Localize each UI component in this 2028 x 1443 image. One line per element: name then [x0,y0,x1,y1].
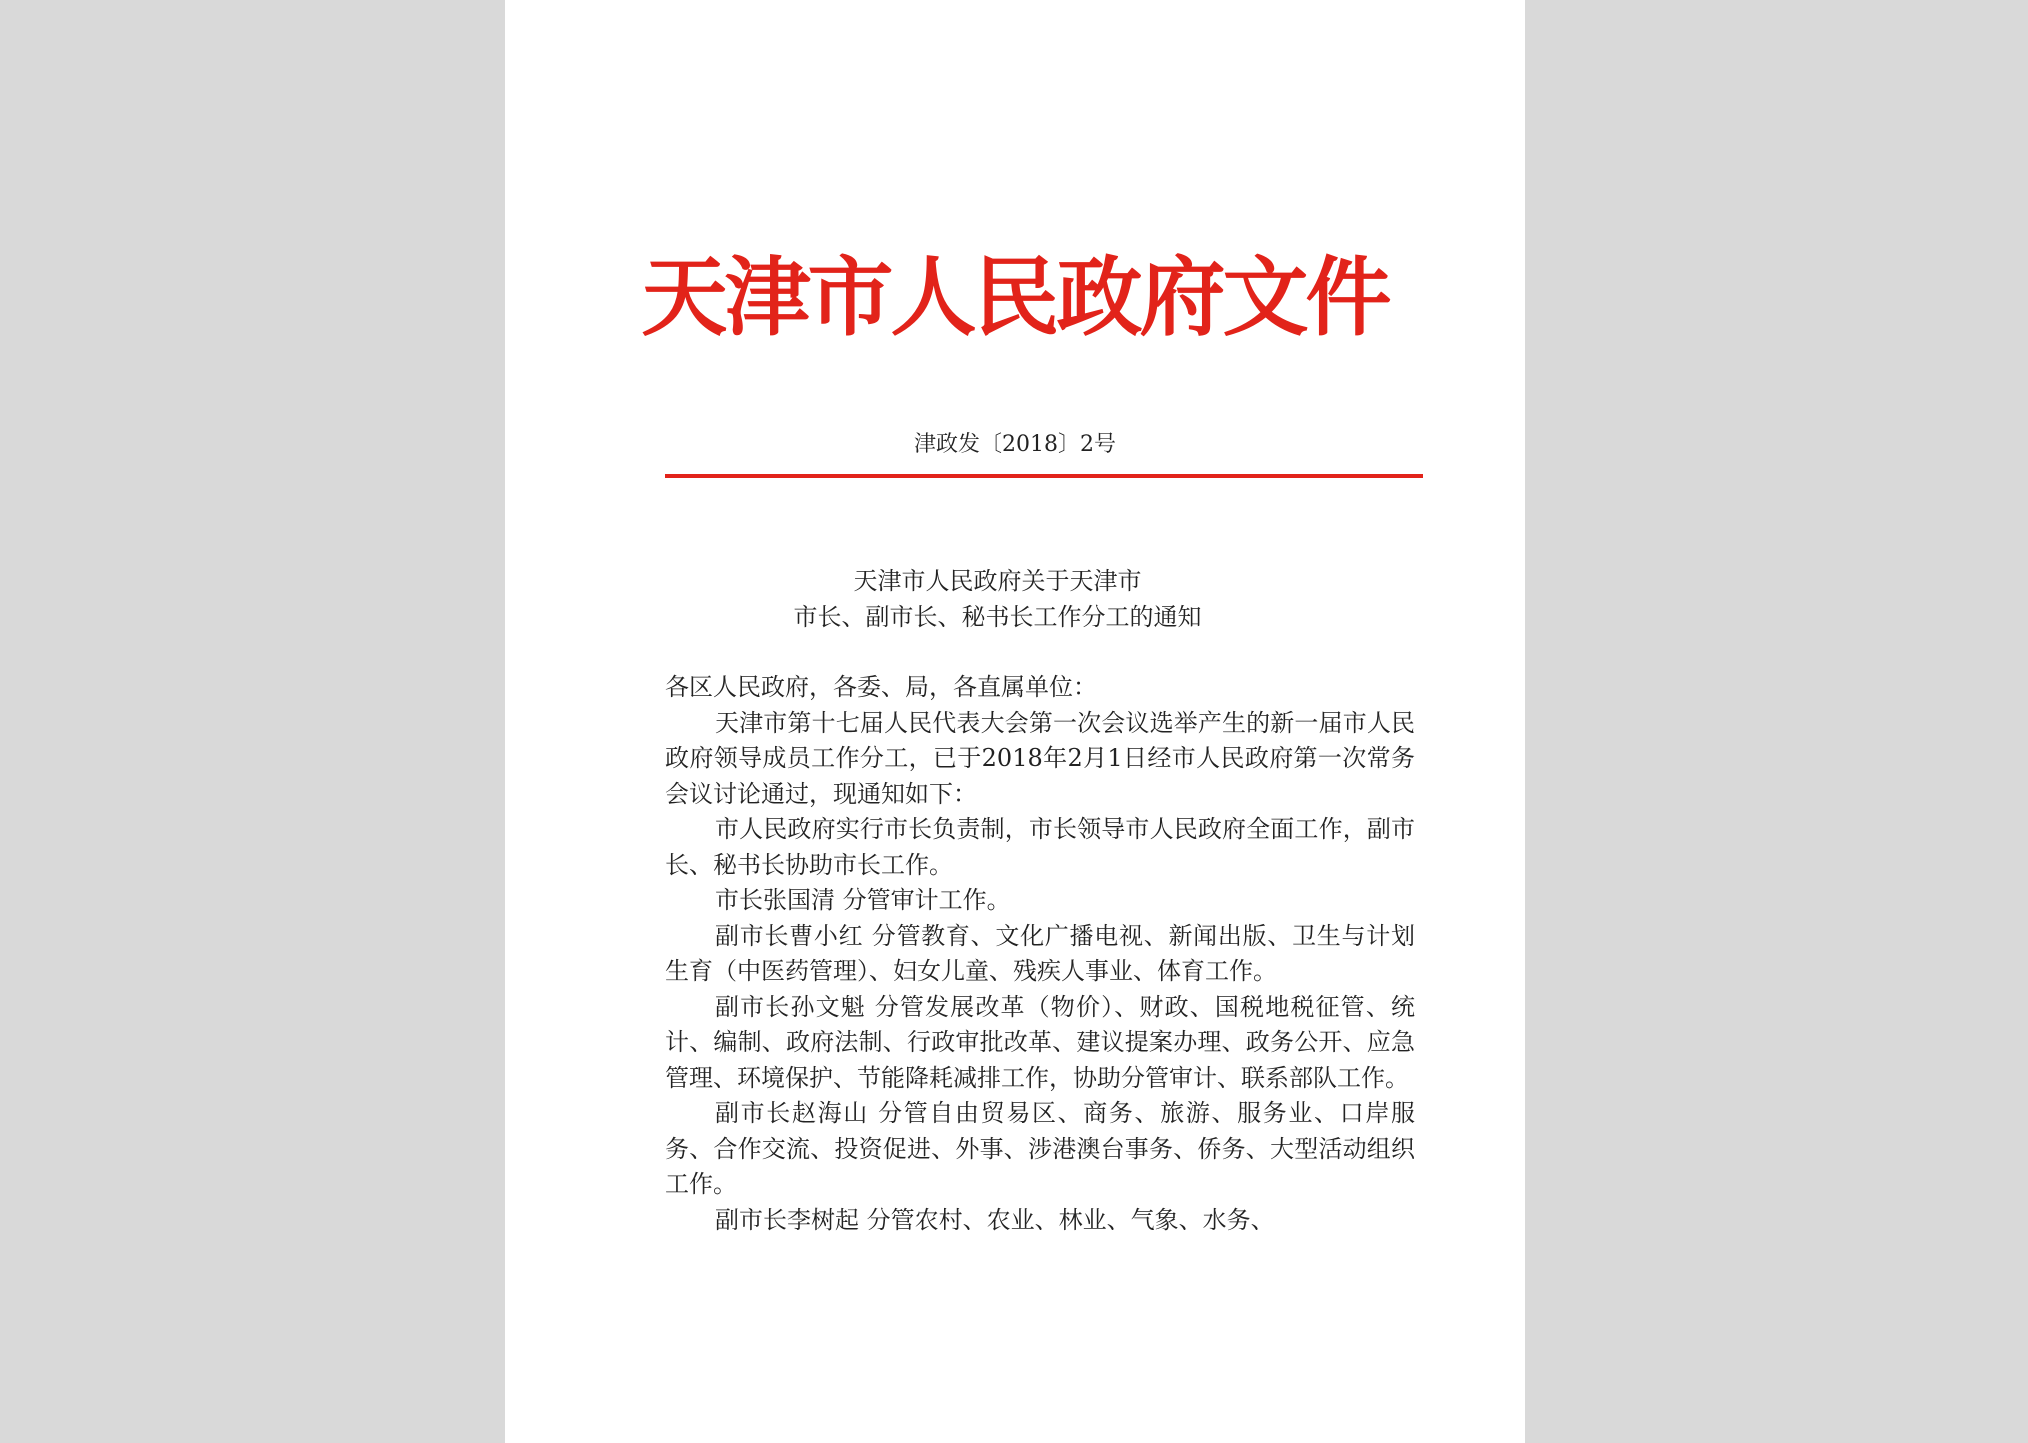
paragraph: 副市长李树起 分管农村、农业、林业、气象、水务、 [715,1205,1275,1234]
notice-title-line-1: 天津市人民政府关于天津市 [853,567,1142,595]
paragraph: 天津市第十七届人民代表大会第一次会议选举产生的新一届市人民政府领导成员工作分工，已于2018年2月1日经市人民政府第一次常务会议讨论通过，现通知如下： [665,708,1415,808]
paragraph: 副市长孙文魁 分管发展改革（物价）、财政、国税地税征管、统计、编制、政府法制、行政审批改革、建议提案办理、政务公开、应急管理、环境保护、节能降耗减排工作，协助分管审计、联系部队工作。 [665,992,1415,1092]
paragraph: 市人民政府实行市长负责制，市长领导市人民政府全面工作，副市长、秘书长协助市长工作。 [665,815,1415,879]
masthead-title: 天津市人民政府文件 [641,247,1389,348]
red-divider [665,474,1423,478]
salutation: 各区人民政府，各委、局，各直属单位： [665,673,1097,701]
notice-body [665,670,1415,1238]
paragraph: 市长张国清 分管审计工作。 [715,886,1011,914]
paragraph: 副市长曹小红 分管教育、文化广播电视、新闻出版、卫生与计划生育（中医药管理）、妇女儿童、残疾人事业、体育工作。 [665,921,1415,985]
document-page [505,0,1525,1443]
notice-title [505,563,1525,635]
notice-title-line-2: 市长、副市长、秘书长工作分工的通知 [793,603,1202,631]
paragraph: 副市长赵海山 分管自由贸易区、商务、旅游、服务业、口岸服务、合作交流、投资促进、外事、涉港澳台事务、侨务、大型活动组织工作。 [665,1099,1415,1198]
document-number: 津政发〔2018〕2号 [914,432,1116,457]
